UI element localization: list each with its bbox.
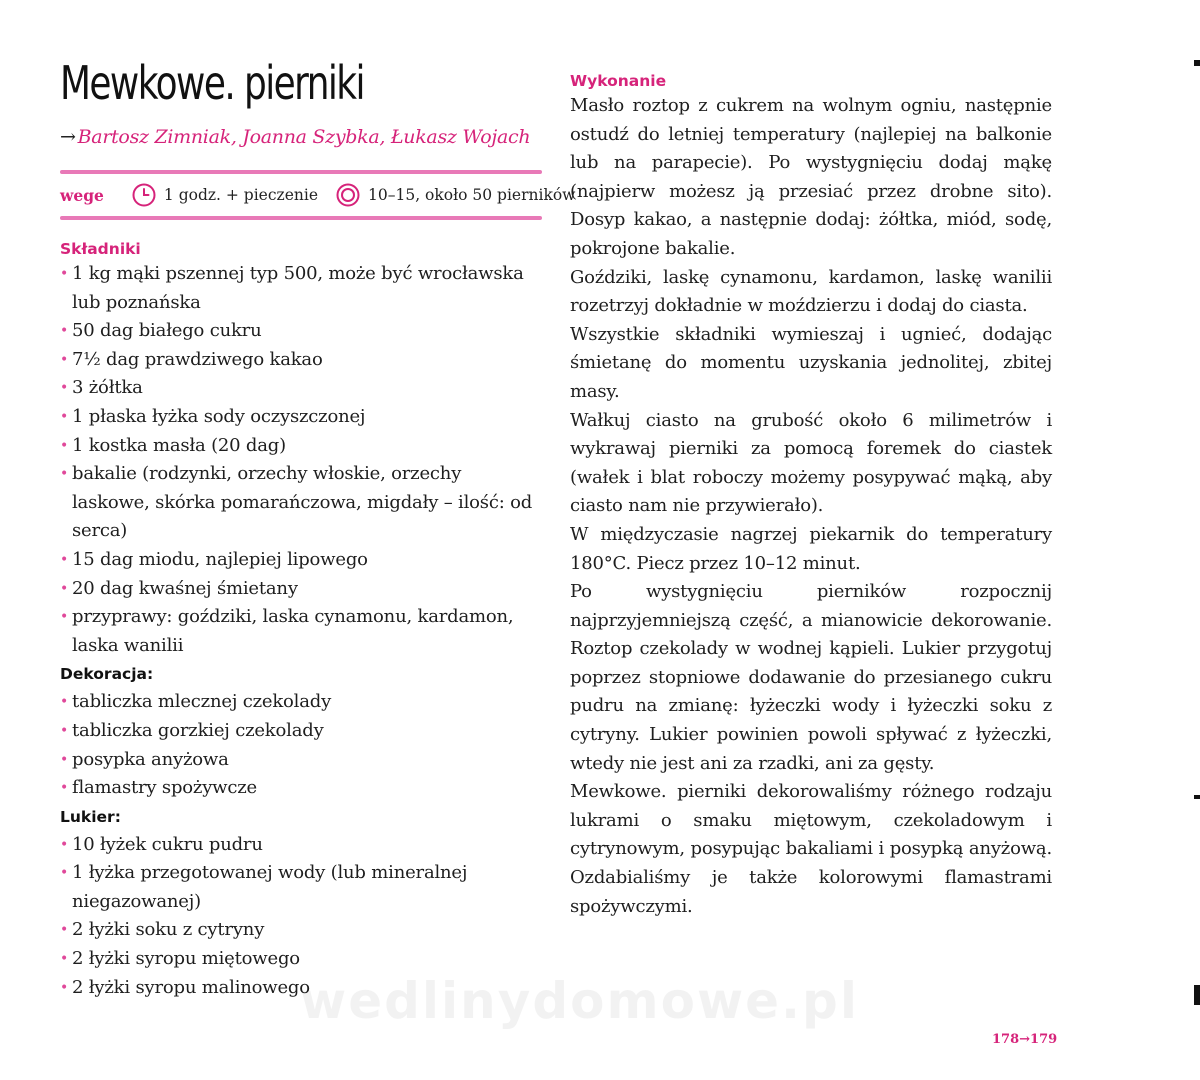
list-item: • 1 kg mąki pszennej typ 500, może być wrocławska lub poznańska (60, 260, 542, 317)
arrow-icon: → (60, 126, 76, 148)
left-column (60, 50, 576, 1002)
method-paragraph: Po wystygnięciu pierników rozpocznij najprzyjemniejszą część, a mianowicie dekorowanie. Roztop czekolady w wodnej kąpieli. Lukier przygotuj poprzez stopniowe dodawanie do przesianego cukru pudru na zmianę: łyżeczki wody i łyżeczki soku z cytryny. Lukier powinien powoli spływać z łyżeczki, wtedy nie jest ani za rzadki, ani za gęsty. (570, 581, 1052, 774)
list-item: • 15 dag miodu, najlepiej lipowego (60, 546, 542, 575)
decoration-heading: Dekoracja: (60, 665, 154, 684)
list-item: • 7½ dag prawdziwego kakao (60, 346, 542, 375)
bottom-divider (60, 216, 542, 220)
list-item: • 2 łyżki syropu miętowego (60, 945, 542, 974)
list-item: • 3 żółtka (60, 374, 542, 403)
method-paragraph: Masło roztop z cukrem na wolnym ogniu, następnie ostudź do letniej temperatury (najlepiej na balkonie lub na parapecie). Po wystygnięciu dodaj mąkę (najpierw możesz ją przesiać przez drobne sito). Dosyp kakao, a następnie dodaj: żółtka, miód, sodę, pokrojone bakalie. (570, 95, 1052, 259)
method-heading: Wykonanie (570, 72, 667, 90)
authors-names: Bartosz Zimniak, Joanna Szybka, Łukasz Wojach (77, 126, 531, 148)
method-steps (570, 92, 1052, 921)
diet-badge: wege (60, 185, 104, 205)
method-paragraph: Wszystkie składniki wymieszaj i ugnieć, dodając śmietanę do momentu uzyskania jednolitej, zbitej masy. (570, 323, 1052, 402)
yield-text: 10–15, około 50 pierników (368, 186, 576, 204)
prep-time: 1 godz. + pieczenie (163, 186, 318, 204)
page-edge-mark (1194, 985, 1200, 1005)
list-item: • przyprawy: goździki, laska cynamonu, kardamon, laska wanilii (60, 603, 542, 660)
servings-icon (336, 183, 360, 207)
list-item: • flamastry spożywcze (60, 774, 542, 803)
watermark: wedlinydomowe.pl (300, 972, 859, 1030)
list-item: • 2 łyżki syropu malinowego (60, 974, 542, 1003)
clock-icon (132, 183, 156, 207)
list-item: • 20 dag kwaśnej śmietany (60, 575, 542, 604)
icing-heading: Lukier: (60, 807, 121, 826)
ingredients-list (60, 260, 542, 660)
method-paragraph: W międzyczasie nagrzej piekarnik do temperatury 180°C. Piecz przez 10–12 minut. (570, 523, 1052, 574)
list-item: • 1 kostka masła (20 dag) (60, 432, 542, 461)
list-item: • 2 łyżki soku z cytryny (60, 916, 542, 945)
list-item: • bakalie (rodzynki, orzechy włoskie, orzechy laskowe, skórka pomarańczowa, migdały – ilość: od serca) (60, 460, 542, 546)
recipe-title: Mewkowe. pierniki (60, 56, 364, 110)
page-edge-mark (1194, 795, 1200, 799)
list-item: • 50 dag białego cukru (60, 317, 542, 346)
right-column (570, 70, 1052, 921)
list-item: • 1 płaska łyżka sody oczyszczonej (60, 403, 542, 432)
list-item: • tabliczka mlecznej czekolady (60, 688, 542, 717)
ingredients-heading: Składniki (60, 240, 141, 258)
page-edge-mark (1194, 60, 1200, 66)
page-numbers: 178→179 (992, 1032, 1058, 1047)
authors-line (60, 126, 542, 148)
method-paragraph: Goździki, laskę cynamonu, kardamon, laskę wanilii rozetrzyj dokładnie w moździerzu i dodaj do ciasta. (570, 266, 1052, 317)
list-item: • 1 łyżka przegotowanej wody (lub mineralnej niegazowanej) (60, 859, 542, 916)
list-item: • tabliczka gorzkiej czekolady (60, 717, 542, 746)
decoration-list (60, 688, 542, 802)
recipe-meta (60, 174, 576, 216)
method-paragraph: Wałkuj ciasto na grubość około 6 milimetrów i wykrawaj pierniki za pomocą foremek do ciastek (wałek i blat roboczy możemy posypywać mąką, aby ciasto nam nie przywierało). (570, 409, 1052, 517)
list-item: • posypka anyżowa (60, 746, 542, 775)
method-paragraph: Mewkowe. pierniki dekorowaliśmy różnego rodzaju lukrami o smaku miętowym, czekoladowym i cytrynowym, posypując bakaliami i posypką anyżową. Ozdabialiśmy je także kolorowymi flamastrami spożywczymi. (570, 781, 1052, 917)
list-item: • 10 łyżek cukru pudru (60, 831, 542, 860)
